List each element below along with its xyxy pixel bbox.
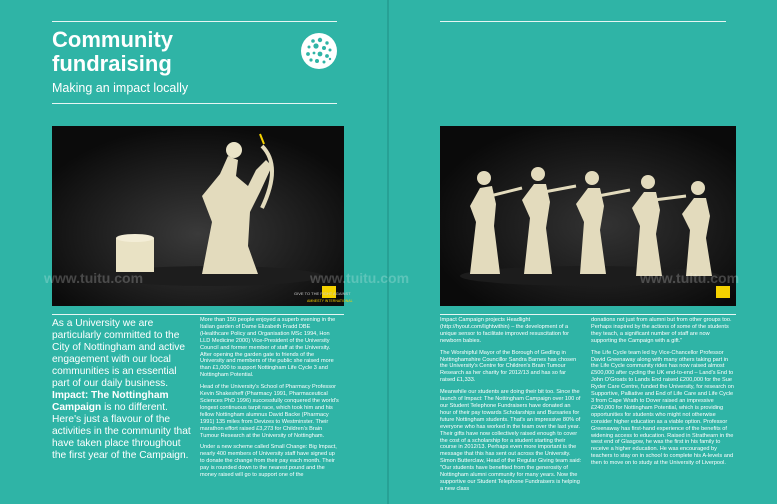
title-line-1: Community [52, 27, 173, 52]
paragraph-small-change: Under a new scheme called Small Change: Big Impact, nearly 400 members of University staff have signed up to donate the change from their pay each month. Their pay is rounded down to the nearest pound and the money raised will go to support one of the [200, 444, 337, 479]
brand-label: AMNESTY INTERNATIONAL [307, 299, 353, 303]
title-line-2: fundraising [52, 51, 172, 76]
page-subtitle: Making an impact locally [52, 81, 189, 95]
paragraph-mayor: The Worshipful Mayor of the Borough of Gedling in Nottinghamshire Councillor Sandra Barnes has chosen the University's Centre for Children's Brain Tumour Research as her charity for 2012/13 and has so far raised £1,333. [440, 349, 577, 384]
right-photo-rule [440, 314, 736, 315]
dots-logo-icon [300, 32, 338, 70]
paragraph-students: Meanwhile our students are doing their bit too. Since the launch of Impact: The Nottingham Campaign over 100 of our Student Telephone Fundraisers have donated an hour of their pay towards Scholarships and Bursaries for future Nottingham students. That's an impressive 80% of everyone who has worked in the team over the last year. Their gifts have now collectively raised enough to cover the cost of a scholarship for a student starting their course in 2012/13. Perhaps even more important is the message that this has sent out across the University. Simon Butterclaw, Head of the Regular Giving team said: "Our students have benefited from the generosity of Nottingham alumni community for many years. Now the supportive our Student Telephone Fundraisers is helping a new class [440, 389, 582, 492]
paragraph-garden: More than 150 people enjoyed a superb evening in the Italian garden of Dame Elizabeth Fradd DBE (Healthcare Policy and Organisation MSc 1994, Hon LLD Medicine 2000) Vice-President of the University Council and former member of staff at the University. After opening the garden gate to friends of the University and members of the public she raised more than £1,000 to support Nottingham Life Cycle 3 and Nottingham Potential. [200, 317, 336, 379]
right-page [389, 0, 777, 504]
watermark: www.tuitu.com [310, 270, 410, 286]
photo-caption: GIVE TO THE FIGHT AGAINST [294, 291, 351, 296]
paragraph-life-cycle: The Life Cycle team led by Vice-Chancellor Professor David Greenaway along with many others taking part in the Life Cycle community rides has now raised almost £500,000 after cycling the UK end-to-end – Land's End to John O'Groats to Lands End raised £200,000 for the Sue Ryder Care Centre, funded the University, for research on Supportive, Palliative and End of Life Care and Life Cycle 3 from Cape Wrath to Dover raised an impressive £240,000 for Nottingham Potential, which is providing opportunities for students who might not otherwise consider higher education as a viable option. Professor Greenaway has first-hand experience of the benefits of widening access to education. Raised in Strathearn in the west end of Glasgow, he was the first in his family to receive a higher education. He was encouraged by teachers to stay on in school to complete his A-levels and then to move on to study at the University of Liverpool. [591, 349, 734, 467]
paragraph-pharmacy: Head of the University's School of Pharmacy Professor Kevin Shakesheff (Pharmacy 1991, Pharmaceutical Sciences PhD 1996) successfully conquered the world's longest continuous tarpit race, which took him and his fellow Nottingham alumnus David Backe (Pharmacy 1991) 135 miles from Devizes to Westminster. Their marathon effort raised £3,273 for Children's Brain Tumour Research at the University of Nottingham. [200, 384, 339, 439]
left-text-column [200, 317, 340, 484]
watermark: www.tuitu.com [640, 270, 740, 286]
top-rule [52, 21, 337, 22]
paragraph-headlight: Impact Campaign projects Headlight (http://hyout.com/lightwithin) – the development of a unique sensor to facilitate improved resuscitation for newborn babies. [440, 317, 570, 344]
right-text-column-1 [440, 317, 582, 498]
paragraph-staff-donations: donations not just from alumni but from other groups too. Perhaps inspired by the actions of some of the students they teach, a significant number of staff are now supporting the Campaign with a gift." [591, 317, 732, 344]
intro-paragraph: As a University we are particularly committed to the City of Nottingham and active engagement with our local communities is an essential part of our daily business. Impact: The Nottingham Campaign is no different. Here's just a flavour of the activities in the community that have taken place throughout the first year of the Campaign. [52, 318, 191, 461]
campaign-name: Impact: The Nottingham Campaign [52, 390, 169, 413]
right-text-column-2 [591, 317, 735, 472]
watermark: www.tuitu.com [44, 270, 144, 286]
right-top-rule [440, 21, 726, 22]
photo-rule [52, 314, 344, 315]
page-title [52, 28, 173, 76]
header-rule [52, 103, 337, 104]
left-page [0, 0, 388, 504]
